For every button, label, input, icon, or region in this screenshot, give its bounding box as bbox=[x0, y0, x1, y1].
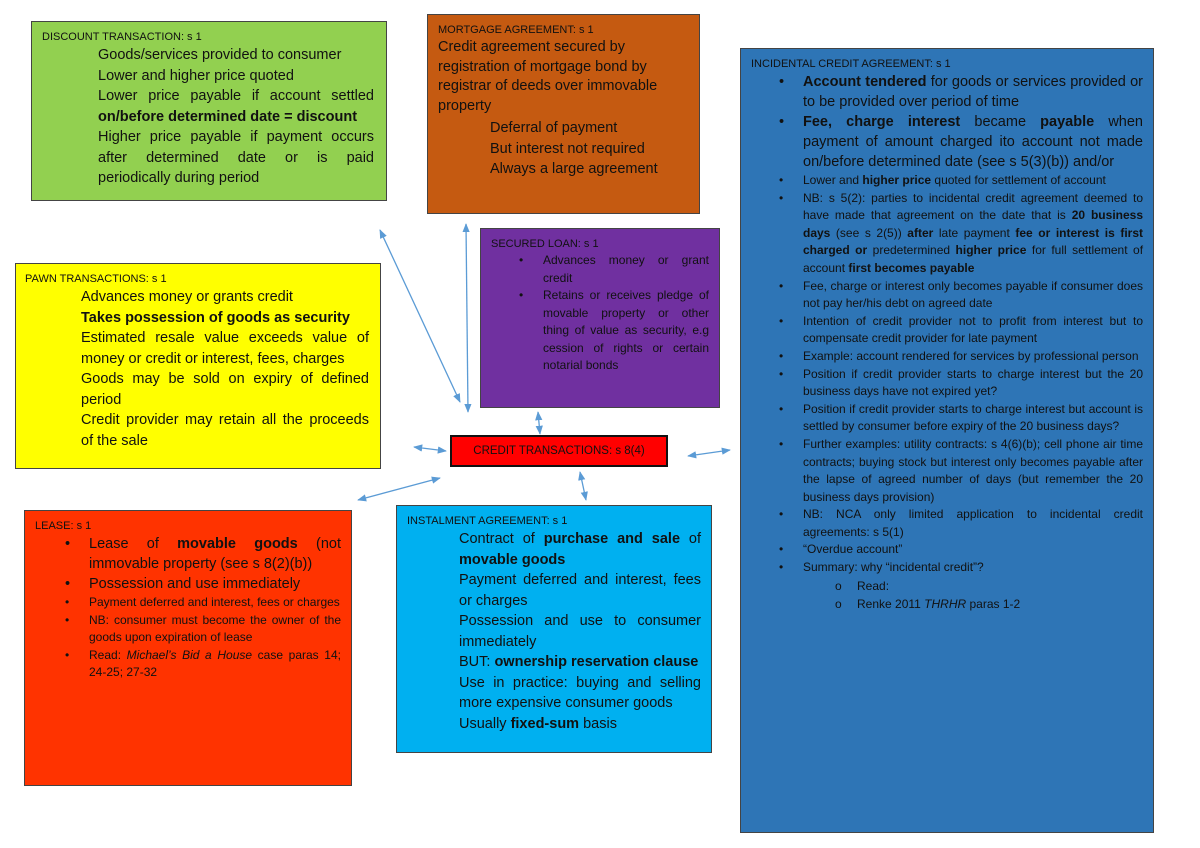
incidental-credit-item: • NB: NCA only limited application to incidental credit agreements: s 5(1) bbox=[803, 506, 1143, 541]
incidental-credit-item: • Example: account rendered for services by professional person bbox=[803, 348, 1143, 366]
instalment-agreement-item: • BUT: ownership reservation clause bbox=[401, 652, 701, 673]
instalment-agreement-item: • Contract of purchase and sale of movable goods bbox=[401, 529, 701, 570]
instalment-agreement-box bbox=[396, 505, 712, 753]
mortgage-agreement-description: Credit agreement secured by registration of mortgage bond by registrar of deeds over immovable property bbox=[438, 39, 658, 114]
mortgage-agreement-item: • Always a large agreement bbox=[432, 159, 689, 180]
pawn-transactions-list bbox=[23, 287, 369, 451]
discount-transaction-list bbox=[40, 45, 374, 189]
discount-transaction-item: • Lower price payable if account settled on/before determined date = discount bbox=[40, 86, 374, 127]
incidental-credit-item: • Fee, charge interest became payable when payment of amount charged ito account not made on/before determined date (see s 5(3)(b)) and/or bbox=[803, 112, 1143, 172]
pawn-transactions-item: • Goods may be sold on expiry of defined period bbox=[23, 369, 369, 410]
incidental-credit-item: • Position if credit provider starts to charge interest but account is settled by consumer before expiry of the 20 business days? bbox=[803, 401, 1143, 436]
lease-box bbox=[24, 510, 352, 786]
lease-title: LEASE: s 1 bbox=[35, 520, 92, 532]
incidental-credit-item: • “Overdue account” bbox=[803, 541, 1143, 559]
incidental-credit-title: INCIDENTAL CREDIT AGREEMENT: s 1 bbox=[751, 58, 951, 70]
incidental-credit-item: • Position if credit provider starts to charge interest but the 20 business days have not expired yet? bbox=[803, 366, 1143, 401]
arrow-secured bbox=[538, 412, 540, 434]
arrow-pawn bbox=[414, 447, 446, 451]
instalment-agreement-item: • Possession and use to consumer immediately bbox=[401, 611, 701, 652]
secured-loan-item: • Advances money or grant credit bbox=[543, 252, 709, 287]
lease-item: • Read: Michael’s Bid a House case paras 14; 24-25; 27-32 bbox=[89, 647, 341, 682]
mortgage-agreement-item: • Deferral of payment bbox=[432, 118, 689, 139]
discount-transaction-title: DISCOUNT TRANSACTION: s 1 bbox=[42, 31, 202, 43]
pawn-transactions-item: • Estimated resale value exceeds value of money or credit or interest, fees, charges bbox=[23, 328, 369, 369]
incidental-credit-item: o Renke 2011 THRHR paras 1-2 bbox=[857, 595, 1143, 613]
discount-transaction-item: • Lower and higher price quoted bbox=[40, 66, 374, 87]
incidental-credit-item: • Intention of credit provider not to profit from interest but to compensate credit provider for late payment bbox=[803, 313, 1143, 348]
pawn-transactions-item: • Takes possession of goods as security bbox=[23, 308, 369, 329]
pawn-transactions-box bbox=[15, 263, 381, 469]
arrow-incidental bbox=[688, 450, 730, 456]
incidental-credit-box bbox=[740, 48, 1154, 833]
discount-transaction-box bbox=[31, 21, 387, 201]
incidental-credit-item: • Further examples: utility contracts: s 4(6)(b); cell phone air time contracts; buying stock but interest only becomes payable after the lapse of agreed number of days (but remember the 20 business days provision) bbox=[803, 436, 1143, 506]
secured-loan-title: SECURED LOAN: s 1 bbox=[491, 238, 599, 250]
instalment-agreement-item: • Payment deferred and interest, fees or charges bbox=[401, 570, 701, 611]
arrow-discount bbox=[380, 230, 460, 402]
incidental-credit-item: • Fee, charge or interest only becomes payable if consumer does not pay her/his debt on agreed date bbox=[803, 278, 1143, 313]
instalment-agreement-list bbox=[401, 529, 701, 734]
secured-loan-item: • Retains or receives pledge of movable property or other thing of value as security, e.g cession of rights or certain notarial bonds bbox=[543, 287, 709, 375]
incidental-credit-item: • NB: s 5(2): parties to incidental credit agreement deemed to have made that agreement on the date that is 20 business days (see s 2(5)) after late payment fee or interest is first charged or predetermined higher price for full settlement of account first becomes payable bbox=[803, 190, 1143, 278]
incidental-credit-item: • Summary: why “incidental credit”? bbox=[803, 559, 1143, 577]
incidental-credit-item: o Read: bbox=[857, 577, 1143, 595]
credit-transactions-box bbox=[450, 435, 668, 467]
incidental-credit-list bbox=[751, 72, 1143, 613]
discount-transaction-item: • Goods/services provided to consumer bbox=[40, 45, 374, 66]
lease-item: • Possession and use immediately bbox=[89, 574, 341, 594]
credit-transactions-title: CREDIT TRANSACTIONS: s 8(4) bbox=[473, 445, 645, 457]
mortgage-agreement-list bbox=[432, 118, 689, 180]
lease-list bbox=[35, 534, 341, 682]
mortgage-agreement-title: MORTGAGE AGREEMENT: s 1 bbox=[438, 24, 594, 36]
instalment-agreement-title: INSTALMENT AGREEMENT: s 1 bbox=[407, 515, 568, 527]
lease-item: • NB: consumer must become the owner of the goods upon expiration of lease bbox=[89, 612, 341, 647]
lease-item: • Lease of movable goods (not immovable property (see s 8(2)(b)) bbox=[89, 534, 341, 574]
arrow-mortgage bbox=[466, 224, 468, 412]
pawn-transactions-item: • Credit provider may retain all the proceeds of the sale bbox=[23, 410, 369, 451]
secured-loan-box bbox=[480, 228, 720, 408]
pawn-transactions-item: • Advances money or grants credit bbox=[23, 287, 369, 308]
instalment-agreement-item: • Use in practice: buying and selling more expensive consumer goods bbox=[401, 673, 701, 714]
mortgage-agreement-box bbox=[427, 14, 700, 214]
secured-loan-list bbox=[491, 252, 709, 375]
discount-transaction-item: • Higher price payable if payment occurs after determined date or is paid periodically during period bbox=[40, 127, 374, 189]
incidental-credit-item: • Account tendered for goods or services provided or to be provided over period of time bbox=[803, 72, 1143, 112]
lease-item: • Payment deferred and interest, fees or charges bbox=[89, 594, 341, 612]
pawn-transactions-title: PAWN TRANSACTIONS: s 1 bbox=[25, 273, 167, 285]
mortgage-agreement-item: • But interest not required bbox=[432, 139, 689, 160]
instalment-agreement-item: • Usually fixed-sum basis bbox=[401, 714, 701, 735]
incidental-credit-item: • Lower and higher price quoted for settlement of account bbox=[803, 172, 1143, 190]
arrow-instalment bbox=[580, 472, 586, 500]
arrow-lease bbox=[358, 478, 440, 500]
